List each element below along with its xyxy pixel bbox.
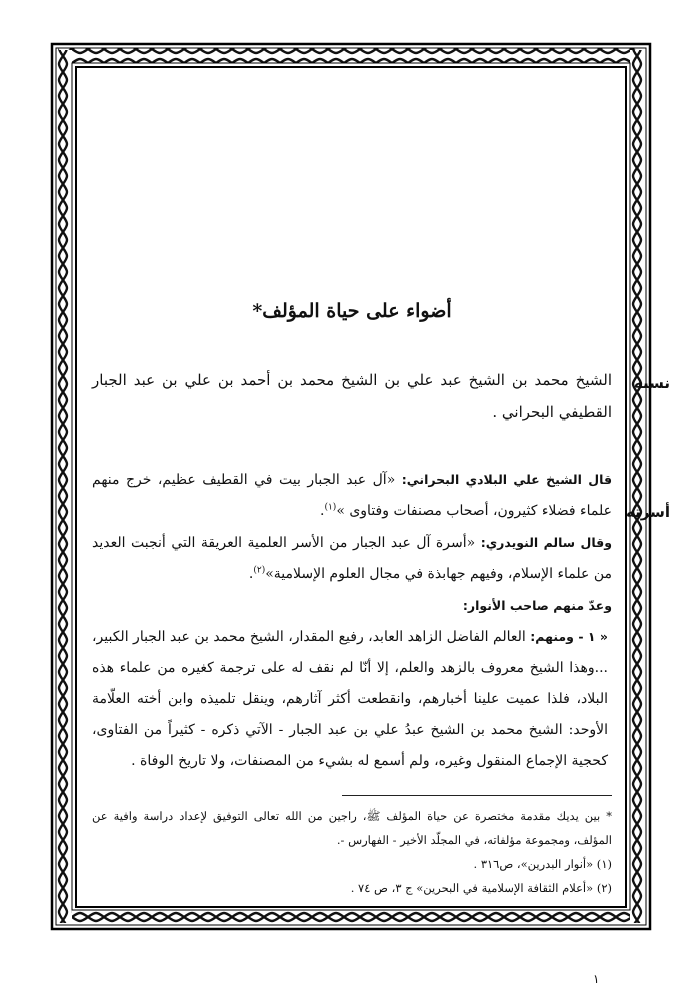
- bio-section: [92, 621, 612, 777]
- page-number: ١: [593, 972, 600, 986]
- quote-baladi-lead: قال الشيخ علي البلادي البحراني:: [401, 472, 613, 487]
- page-title: أضواء على حياة المؤلف*: [252, 300, 452, 322]
- footnote-2: (٢) «أعلام الثقافة الإسلامية في البحرين» ج ٣، ص ٧٤ .: [350, 881, 612, 895]
- page-content: [92, 296, 670, 900]
- quote-nuwaydri-lead: وقال سالم النويدري:: [480, 535, 613, 550]
- footnote-star: * بين يديك مقدمة مختصرة عن حياة المؤلف ﷺ، راجين من الله تعالى التوفيق لإعداد دراسة وافية عن المؤلف، ومجموعة مؤلفاته، في المجلّد الأخير - الفهارس -.: [92, 809, 612, 847]
- quote-baladi-text: «آل عبد الجبار بيت في القطيف عظيم، خرج منهم علماء فضلاء كثيرون، أصحاب مصنفات وفتاوى »: [92, 472, 612, 519]
- nasab-text: الشيخ محمد بن الشيخ عبد علي بن الشيخ محمد بن أحمد بن علي بن عبد الجبار القطيفي البحراني .: [92, 371, 612, 421]
- quote-nuwaydri: وقال سالم النويدري: «أسرة آل عبد الجبار من الأسر العلمية العريقة التي أنجبت العديد من علماء الإسلام، وفيهم جهابذة في مجال العلوم الإسلامية»$^{(٢)}$.: [92, 535, 613, 582]
- footnote-1: (١) «أنوار البدرين»، ص٣١٦ .: [473, 857, 612, 871]
- bio-lead: « ١ - ومنهم:: [530, 629, 608, 644]
- bio-text: العالم الفاضل الزاهد العابد، رفيع المقدار، الشيخ محمد بن عبد الجبار الكبير، ...وهذا الشيخ معروف بالزهد والعلم، إلا أنّا لم نقف له على ترجمة كغيره من علماء هذه البلاد، فلذا عميت علينا أخبارهم، وانقطعت أكثر آثارهم، وينقل تلميذه وابن أخته العلّامة الأوحد: الشيخ محمد بن الشيخ عبدُ علي بن عبد الجبار - الآتي ذكره - كثيراً من الفتاوى، كحجية الإجماع المنقول وغيره، ولم أسمع له بشيء من المصنفات، ولا تاريخ الوفاة .: [92, 629, 608, 769]
- footnote-ref-2: (٢): [253, 565, 266, 576]
- bio-paragraph: [92, 621, 608, 777]
- footnotes: [92, 804, 612, 900]
- anwar-intro: وعدّ منهم صاحب الأنوار:: [462, 598, 612, 613]
- usrah-label: أسرته: [626, 503, 670, 521]
- usrah-section: [92, 464, 670, 621]
- nasab-label: نسبه: [633, 374, 670, 392]
- quote-nuwaydri-text: «أسرة آل عبد الجبار من الأسر العلمية العريقة التي أنجبت العديد من علماء الإسلام، وفيهم جهابذة في مجال العلوم الإسلامية»: [92, 535, 612, 582]
- footnote-ref-1: (١): [324, 502, 337, 513]
- footnote-separator: [342, 795, 612, 796]
- quote-baladi: قال الشيخ علي البلادي البحراني: «آل عبد الجبار بيت في القطيف عظيم، خرج منهم علماء فضلاء كثيرون، أصحاب مصنفات وفتاوى »$^{(١)}$.: [92, 472, 613, 519]
- nasab-section: [92, 364, 670, 428]
